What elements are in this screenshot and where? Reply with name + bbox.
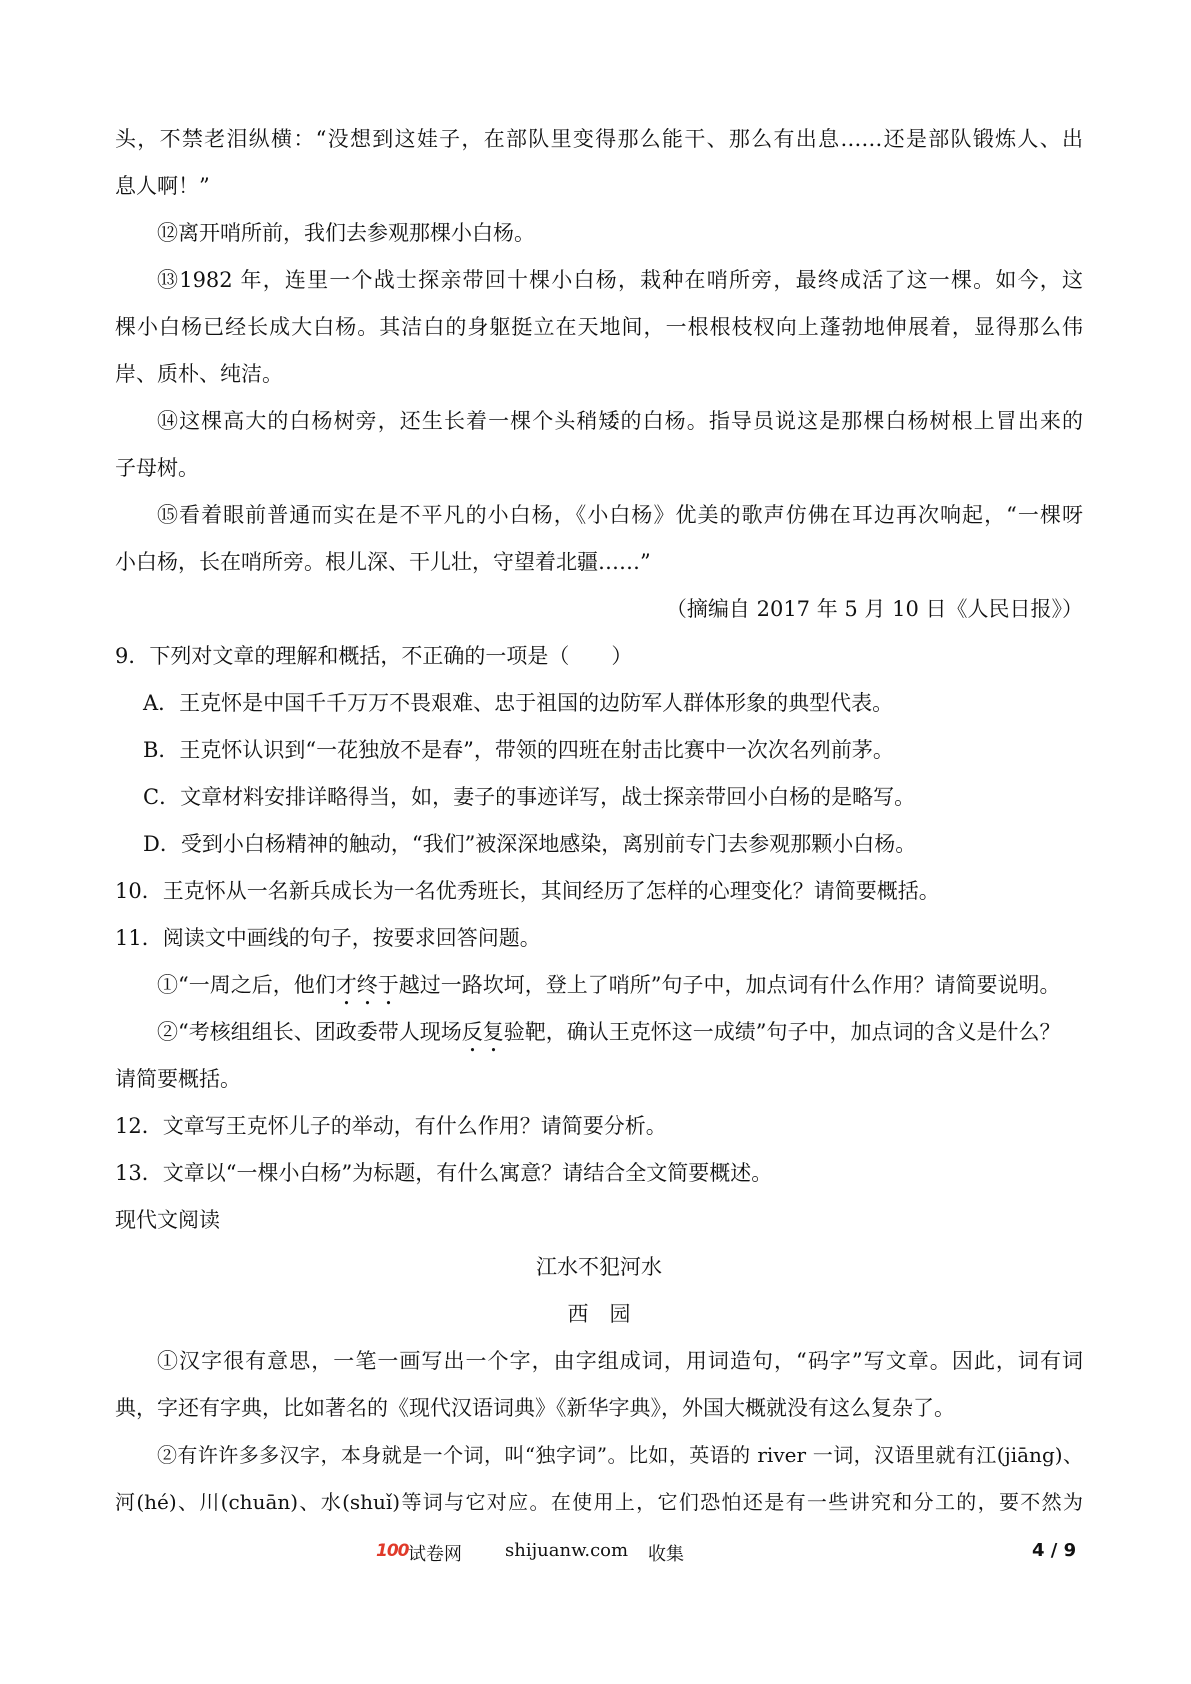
option-d: D．受到小白杨精神的触动，“我们”被深深地感染，离别前专门去参观那颗小白杨。 — [143, 832, 917, 856]
text-line: 岸、质朴、纯洁。 — [115, 362, 283, 386]
text-line: 棵小白杨已经长成大白杨。其洁白的身躯挺立在天地间，一根根枝杈向上蓬勃地伸展着，显得那么伟 — [115, 315, 1083, 339]
text-segment: ①“一周之后，他们 — [157, 973, 336, 997]
text-segment: 验靶，确认王克怀这一成绩”句子中，加点词的含义是什么？ — [503, 1020, 1061, 1044]
collect-label: 收集 — [648, 1544, 684, 1565]
site-name: 试卷网 — [408, 1544, 462, 1565]
paragraph-12: ⑫离开哨所前，我们去参观那棵小白杨。 — [157, 221, 535, 245]
question-9: 9．下列对文章的理解和概括，不正确的一项是（ ） — [115, 644, 633, 668]
site-logo: 100 — [376, 1541, 409, 1561]
paragraph-13: ⑬1982 年，连里一个战士探亲带回十棵小白杨，栽种在哨所旁，最终成活了这一棵。如今，这 — [157, 268, 1083, 292]
site-domain: shijuanw.com — [505, 1540, 629, 1561]
article-author: 西 园 — [567, 1302, 631, 1326]
question-13: 13．文章以“一棵小白杨”为标题，有什么寓意？请结合全文简要概述。 — [115, 1161, 773, 1185]
text-line: 河(hé)、川(chuān)、水(shuǐ)等词与它对应。在使用上，它们恐怕还是有一些讲究和分工的，要不然为 — [115, 1490, 1083, 1514]
text-line: 头，不禁老泪纵横：“没想到这娃子，在部队里变得那么能干、那么有出息……还是部队锻炼人、出 — [115, 127, 1083, 151]
paragraph-15: ⑮看着眼前普通而实在是不平凡的小白杨，《小白杨》优美的歌声仿佛在耳边再次响起，“一棵呀 — [157, 503, 1083, 527]
question-12: 12．文章写王克怀儿子的举动，有什么作用？请简要分析。 — [115, 1114, 667, 1138]
paragraph-2: ②有许许多多汉字，本身就是一个词，叫“独字词”。比如，英语的 river 一词，汉语里就有江(jiāng)、 — [157, 1443, 1083, 1467]
text-line: 请简要概括。 — [115, 1067, 241, 1091]
option-a: A．王克怀是中国千千万万不畏艰难、忠于祖国的边防军人群体形象的典型代表。 — [143, 691, 894, 715]
text-segment: 越过一路坎坷，登上了哨所”句子中，加点词有什么作用？请简要说明。 — [398, 973, 1061, 997]
text-segment: ②“考核组组长、团政委带人现场 — [157, 1020, 462, 1044]
dotted-word: 才终于 — [335, 973, 399, 997]
section-heading: 现代文阅读 — [115, 1208, 220, 1232]
paragraph-14: ⑭这棵高大的白杨树旁，还生长着一棵个头稍矮的白杨。指导员说这是那棵白杨树根上冒出来的 — [157, 409, 1083, 433]
page-footer — [0, 1538, 1191, 1568]
page-content — [115, 116, 1083, 1526]
page-number: 4 / 9 — [1032, 1540, 1077, 1561]
question-10: 10．王克怀从一名新兵成长为一名优秀班长，其间经历了怎样的心理变化？请简要概括。 — [115, 879, 940, 903]
article-title: 江水不犯河水 — [536, 1255, 662, 1279]
text-line: 息人啊！” — [115, 174, 210, 198]
paragraph-1: ①汉字很有意思，一笔一画写出一个字，由字组成词，用词造句，“码字”写文章。因此，词有词 — [157, 1349, 1083, 1373]
text-line: 典，字还有字典，比如著名的《现代汉语词典》《新华字典》，外国大概就没有这么复杂了。 — [115, 1396, 955, 1420]
source-citation: （摘编自 2017 年 5 月 10 日《人民日报》） — [665, 597, 1083, 621]
option-b: B．王克怀认识到“一花独放不是春”，带领的四班在射击比赛中一次次名列前茅。 — [143, 738, 894, 762]
option-c: C．文章材料安排详略得当，如，妻子的事迹详写，战士探亲带回小白杨的是略写。 — [143, 785, 916, 809]
dotted-word: 反复 — [461, 1020, 504, 1044]
text-line: 子母树。 — [115, 456, 199, 480]
question-11-part-2 — [115, 1009, 1083, 1056]
question-11: 11．阅读文中画线的句子，按要求回答问题。 — [115, 926, 541, 950]
text-line: 小白杨，长在哨所旁。根儿深、干儿壮，守望着北疆……” — [115, 550, 651, 574]
question-11-part-1 — [115, 962, 1083, 1009]
